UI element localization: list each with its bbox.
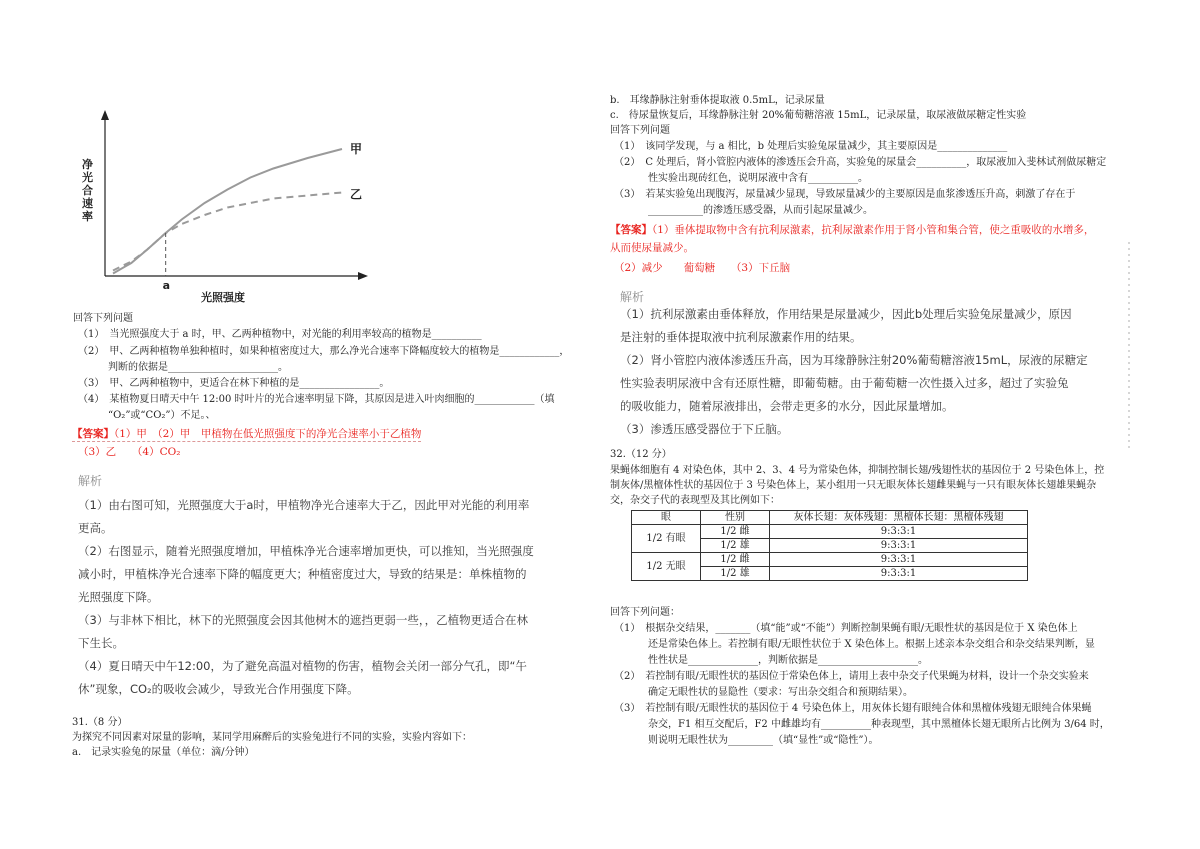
- left-analysis-1a: （1）由右图可知，光照强度大于a时，甲植物净光合速率大于乙，因此甲对光能的利用率: [78, 498, 530, 512]
- right-q3a: （3） 若某实验兔出现腹泻，尿量减少显现，导致尿量减少的主要原因是血浆渗透压升高，刺激了存在于: [614, 189, 1076, 200]
- left-analysis-3a: （3）与非林下相比，林下的光照强度会因其他树木的遮挡更弱一些，，乙植物更适合在林: [78, 613, 529, 627]
- series-jia-line: [113, 149, 342, 274]
- right-q2a: （2） C 处理后，肾小管腔内液体的渗透压会升高，实验兔的尿量会__________，取尿液加入斐林试剂做尿糖定: [614, 157, 1107, 168]
- left-answer-line1: [72, 428, 421, 442]
- left-q1: （1） 当光照强度大于 a 时，甲、乙两种植物中，对光能的利用率较高的植物是__________: [78, 329, 482, 340]
- table-cell-sex: 1/2 雄: [701, 567, 770, 581]
- q31-step-a: a. 记录实验兔的尿量（单位：滴/分钟）: [72, 747, 255, 758]
- cross-results-table: [631, 510, 1028, 581]
- right-answer-2: （2）减少 葡萄糖 （3）下丘脑: [614, 262, 791, 274]
- left-analysis-title: 解析: [78, 474, 103, 488]
- right-analysis-title: 解析: [620, 290, 645, 304]
- left-analysis-4b: 休”现象，CO₂的吸收会减少，导致光合作用强度下降。: [78, 682, 359, 696]
- table-group-with-eyes: 1/2 有眼: [632, 525, 701, 553]
- right-answer-1a: （1）垂体提取物中含有抗利尿激素，抗利尿激素作用于肾小管和集合管，使之重吸收的水增多，: [652, 224, 1095, 236]
- right-answer-tag: 【答案】: [610, 224, 652, 236]
- table-row: [632, 553, 1028, 567]
- right-q2b: 性实验出现砖红色，说明尿液中含有__________。: [648, 173, 868, 184]
- q31-heading: 31.（8 分）: [72, 717, 128, 728]
- right-analysis-2c: 的吸收能力，随着尿液排出，会带走更多的水分，因此尿量增加。: [620, 399, 954, 413]
- y-axis-arrow: [101, 110, 109, 120]
- photosynthesis-chart: [78, 100, 368, 315]
- table-group-no-eyes: 1/2 无眼: [632, 553, 701, 581]
- table-cell-ratio: 9:3:3:1: [770, 553, 1028, 567]
- q32-p3b: 杂交，F1 相互交配后，F2 中雌雄均有__________种表现型，其中黑檀体长翅无眼所占比例为 3/64 时，: [648, 719, 1110, 730]
- table-cell-sex: 1/2 雄: [701, 539, 770, 553]
- q32-p1c: 性性状是______________，判断依据是____________________。: [648, 655, 928, 666]
- left-analysis-2b: 减小时，甲植株净光合速率下降的幅度更大；种植密度过大，导致的结果是：单株植物的: [78, 567, 527, 581]
- series-yi-line: [113, 193, 342, 271]
- left-analysis-1b: 更高。: [78, 521, 113, 535]
- table-header-sex: 性别: [701, 511, 770, 525]
- table-cell-ratio: 9:3:3:1: [770, 525, 1028, 539]
- right-analysis-2a: （2）肾小管腔内液体渗透压升高，因为耳缘静脉注射20%葡萄糖溶液15mL，尿液的尿糖定: [620, 353, 1088, 367]
- left-analysis-3b: 下生长。: [78, 636, 124, 650]
- q32-p1b: 还是常染色体上。若控制有眼/无眼性状位于 X 染色体上。根据上述亲本杂交组合和杂交结果判断，显: [648, 639, 1095, 650]
- left-analysis-4a: （4）夏日晴天中午12:00，为了避免高温对植物的伤害，植物会关闭一部分气孔，即“午: [78, 659, 527, 673]
- right-analysis-1a: （1）抗利尿激素由垂体释放，作用结果是尿量减少，因此b处理后实验兔尿量减少，原因: [620, 307, 1072, 321]
- q32-p2a: （2） 若控制有眼/无眼性状的基因位于常染色体上，请用上表中杂交子代果蝇为材料，设计一个杂交实验来: [614, 671, 1089, 682]
- series-jia-label: 甲: [350, 142, 363, 156]
- q32-stem-a: 果蝇体细胞有 4 对染色体，其中 2、3、4 号为常染色体，抑制控制长翅/残翅性状的基因位于 2 号染色体上，控: [610, 465, 1105, 476]
- q32-p3c: 则说明无眼性状为_________（填“显性”或“隐性”）。: [648, 735, 879, 746]
- right-answer-line1: [610, 224, 1094, 237]
- left-q3: （3） 甲、乙两种植物中，更适合在林下种植的是________________。: [78, 378, 390, 389]
- left-q4b: “O₂”或“CO₂”）不足。、: [108, 410, 216, 421]
- q32-p1a: （1） 根据杂交结果，_______（填“能”或“不能”）判断控制果蝇有眼/无眼性状的基因是位于 X 染色体上: [614, 623, 1078, 634]
- q32-stem-b: 制灰体/黑檀体性状的基因位于 3 号染色体上，某小组用一只无眼灰体长翅雌果蝇与一只有眼灰体长翅雄果蝇杂: [610, 480, 1097, 491]
- chart-svg: [78, 100, 368, 315]
- left-analysis-2a: （2）右图显示，随着光照强度增加，甲植株净光合速率增加更快，可以推知，当光照强度: [78, 544, 534, 558]
- left-answer-tag: 【答案】: [72, 428, 114, 440]
- left-answer-1: （1）甲 （2）甲 甲植物在低光照强度下的净光合速率小于乙植物: [114, 428, 422, 440]
- left-q-intro: 回答下列问题: [73, 313, 133, 324]
- table-cell-sex: 1/2 雌: [701, 553, 770, 567]
- x-axis-label: 光照强度: [201, 291, 245, 304]
- table-header-eye: 眼: [632, 511, 701, 525]
- q32-p3a: （3） 若控制有眼/无眼性状的基因位于 4 号染色体上，用灰体长翅有眼纯合体和黑檀体残翅无眼纯合体果蝇: [614, 703, 1092, 714]
- right-answer-1b: 从而使尿量减少。: [610, 242, 694, 254]
- q32-p2b: 确定无眼性状的显隐性（要求：写出杂交组合和预期结果）。: [648, 687, 913, 698]
- y-axis-label: 净光合速率: [82, 158, 93, 223]
- table-header-row: [632, 511, 1028, 525]
- q32-heading: 32.（12 分）: [610, 449, 672, 460]
- right-q3b: ___________的渗透压感受器，从而引起尿量减少。: [648, 205, 873, 216]
- table-row: [632, 525, 1028, 539]
- right-q-intro: 回答下列问题: [610, 125, 670, 136]
- right-analysis-1b: 是注射的垂体提取液中抗利尿激素作用的结果。: [620, 330, 862, 344]
- right-analysis-3: （3）渗透压感受器位于下丘脑。: [620, 422, 789, 436]
- q32-intro: 回答下列问题：: [610, 607, 680, 618]
- left-analysis-2c: 光照强度下降。: [78, 590, 159, 604]
- q31-step-c: c. 待尿量恢复后，耳缘静脉注射 20%葡萄糖溶液 15mL，记录尿量，取尿液做尿糖定性实验: [610, 110, 1027, 121]
- right-q1: （1） 该同学发现，与 a 相比，b 处理后实验兔尿量减少，其主要原因是______________: [614, 141, 1008, 152]
- x-axis-arrow: [358, 272, 368, 280]
- table-cell-sex: 1/2 雌: [701, 525, 770, 539]
- left-q2a: （2） 甲、乙两种植物单独种植时，如果种植密度过大，那么净光合速率下降幅度较大的植物是____________，: [78, 346, 570, 357]
- left-answer-2: （3）乙 （4）CO₂: [78, 446, 181, 458]
- q32-stem-c: 交，杂交子代的表现型及其比例如下：: [610, 495, 780, 506]
- q31-step-b: b. 耳缘静脉注射垂体提取液 0.5mL，记录尿量: [610, 95, 825, 106]
- left-q2b: 判断的依据是______________________。: [108, 362, 288, 373]
- table-cell-ratio: 9:3:3:1: [770, 567, 1028, 581]
- table-cell-ratio: 9:3:3:1: [770, 539, 1028, 553]
- q31-intro: 为探究不同因素对尿量的影响，某同学用麻醉后的实验兔进行不同的实验，实验内容如下：: [72, 732, 472, 743]
- table-header-ratio: 灰体长翅：灰体残翅：黑檀体长翅：黑檀体残翅: [770, 511, 1028, 525]
- dotted-margin: [1128, 240, 1130, 450]
- tick-a-label: a: [162, 279, 171, 292]
- right-analysis-2b: 性实验表明尿液中含有还原性糖，即葡萄糖。由于葡萄糖一次性摄入过多，超过了实验兔: [620, 376, 1069, 390]
- left-q4a: （4） 某植物夏日晴天中午 12:00 时叶片的光合速率明显下降，其原因是进入叶肉细胞的____________（填: [78, 394, 555, 405]
- series-yi-label: 乙: [350, 187, 363, 202]
